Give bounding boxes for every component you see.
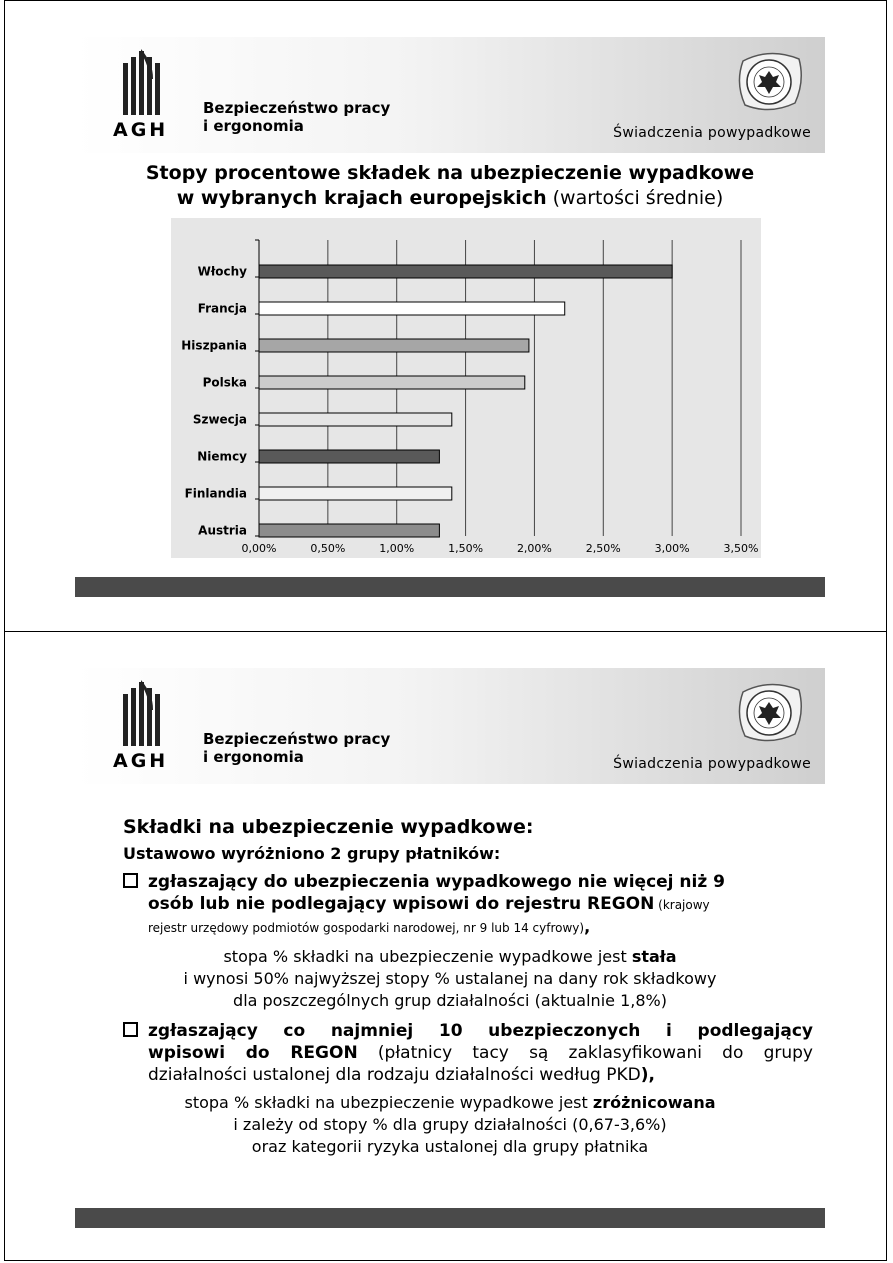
bullet-2-line3 xyxy=(123,1064,813,1086)
x-tick-label: 2,00% xyxy=(516,542,552,555)
paragraph-1-line1-normal: stopa % składki na ubezpieczenie wypadkowe jest xyxy=(223,947,632,966)
bullet-2-line1 xyxy=(123,1020,813,1042)
university-emblem-icon xyxy=(735,51,805,113)
x-tick-label: 3,00% xyxy=(654,542,690,555)
bar-niemcy xyxy=(259,450,439,463)
checkbox-bullet-icon xyxy=(123,1022,138,1037)
bar-polska xyxy=(259,376,525,389)
x-tick-label: 0,00% xyxy=(241,542,277,555)
bullet-2-line2-bold: wpisowi do REGON xyxy=(148,1043,358,1063)
bullet-2-line3-bold: ), xyxy=(640,1065,655,1085)
course-title-line2: i ergonomia xyxy=(203,117,304,135)
slide-heading: Składki na ubezpieczenie wypadkowe: xyxy=(123,816,534,838)
paragraph-2-line1-bold: zróżnicowana xyxy=(592,1093,716,1112)
slide-1-content xyxy=(75,37,825,617)
paragraph-1 xyxy=(75,946,825,1012)
paragraph-1-line3: dla poszczególnych grup działalności (aktualnie 1,8%) xyxy=(233,991,667,1010)
x-tick-label: 0,50% xyxy=(310,542,346,555)
paragraph-2-line1-normal: stopa % składki na ubezpieczenie wypadkowe jest xyxy=(184,1093,593,1112)
course-title-line2: i ergonomia xyxy=(203,748,304,766)
category-label: Hiszpania xyxy=(181,338,247,353)
paragraph-1-line1-bold: stała xyxy=(631,947,677,966)
bullet-1-line2 xyxy=(123,893,813,916)
paragraph-2-line2: i zależy od stopy % dla grupy działalności (0,67-3,6%) xyxy=(233,1115,667,1134)
bar-austria xyxy=(259,524,439,537)
category-label: Szwecja xyxy=(192,412,247,427)
chart-title-line1: Stopy procentowe składek na ubezpieczenie wypadkowe xyxy=(145,162,755,184)
bullet-2-line3-normal: działalności ustalonej dla rodzaju działalności według PKD xyxy=(148,1065,641,1085)
bullet-1-line2-bold: osób lub nie podlegający wpisowi do rejestru REGON xyxy=(148,894,655,914)
course-title xyxy=(203,730,390,766)
chart-title-normal: (wartości średnie) xyxy=(546,187,724,209)
chart-title-bold: w wybranych krajach europejskich xyxy=(176,187,547,209)
category-label: Finlandia xyxy=(184,486,247,501)
chart-title-line2 xyxy=(75,186,825,211)
bar-finlandia xyxy=(259,487,452,500)
bullet-1-line2-small: (krajowy xyxy=(654,898,710,912)
slide-header xyxy=(75,37,825,153)
course-title xyxy=(203,99,390,135)
agh-logo-icon xyxy=(119,49,167,115)
agh-logo-text: AGH xyxy=(113,750,169,772)
bullet-1-line3-bold: , xyxy=(584,917,591,936)
course-title-line1: Bezpieczeństwo pracy xyxy=(203,730,391,748)
bullet-1-line1-text: zgłaszający do ubezpieczenia wypadkowego nie więcej niż 9 xyxy=(148,872,726,892)
slide-2-content xyxy=(75,668,825,1248)
bullet-item-2 xyxy=(123,1020,813,1086)
paragraph-1-line2: i wynosi 50% najwyższej stopy % ustalanej na dany rok składkowy xyxy=(183,969,717,988)
agh-logo-text: AGH xyxy=(113,119,169,141)
paragraph-2-line3: oraz kategorii ryzyka ustalonej dla grupy płatnika xyxy=(251,1137,649,1156)
slide-header xyxy=(75,668,825,784)
slide-footer-bar xyxy=(75,1208,825,1228)
x-tick-label: 3,50% xyxy=(723,542,759,555)
bullet-2-line1-text: zgłaszający co najmniej 10 ubezpieczonych i podlegający xyxy=(148,1021,813,1041)
x-tick-label: 2,50% xyxy=(585,542,621,555)
x-tick-label: 1,50% xyxy=(448,542,484,555)
chart-title xyxy=(75,161,825,211)
bullet-1-line3-small: rejestr urzędowy podmiotów gospodarki narodowej, nr 9 lub 14 cyfrowy) xyxy=(148,921,585,935)
x-tick-label: 1,00% xyxy=(379,542,415,555)
agh-logo-icon xyxy=(119,680,167,746)
bullet-2-line2-normal: (płatnicy tacy są zaklasyfikowani do grupy xyxy=(357,1043,813,1063)
paragraph-2-line1 xyxy=(75,1092,825,1114)
bar-chart xyxy=(171,218,761,558)
bullet-1-line3 xyxy=(123,916,813,939)
category-label: Niemcy xyxy=(197,449,247,464)
slide-2 xyxy=(4,631,887,1261)
slide-subtitle: Świadczenia powypadkowe xyxy=(613,125,811,141)
category-label: Francja xyxy=(197,301,247,316)
checkbox-bullet-icon xyxy=(123,873,138,888)
bar-francja xyxy=(259,302,565,315)
bar-hiszpania xyxy=(259,339,529,352)
bar-włochy xyxy=(259,265,672,278)
paragraph-2 xyxy=(75,1092,825,1158)
course-title-line1: Bezpieczeństwo pracy xyxy=(203,99,391,117)
university-emblem-icon xyxy=(735,682,805,744)
bullet-item-1 xyxy=(123,871,813,939)
category-label: Włochy xyxy=(197,264,247,279)
slide-subheading: Ustawowo wyróżniono 2 grupy płatników: xyxy=(123,844,501,863)
category-label: Austria xyxy=(198,523,247,538)
bullet-2-line2 xyxy=(123,1042,813,1064)
bar-szwecja xyxy=(259,413,452,426)
slide-subtitle: Świadczenia powypadkowe xyxy=(613,756,811,772)
slide-footer-bar xyxy=(75,577,825,597)
paragraph-1-line1 xyxy=(75,946,825,968)
category-label: Polska xyxy=(202,375,247,390)
bullet-1-line1 xyxy=(123,871,813,893)
slide-1 xyxy=(4,0,887,632)
